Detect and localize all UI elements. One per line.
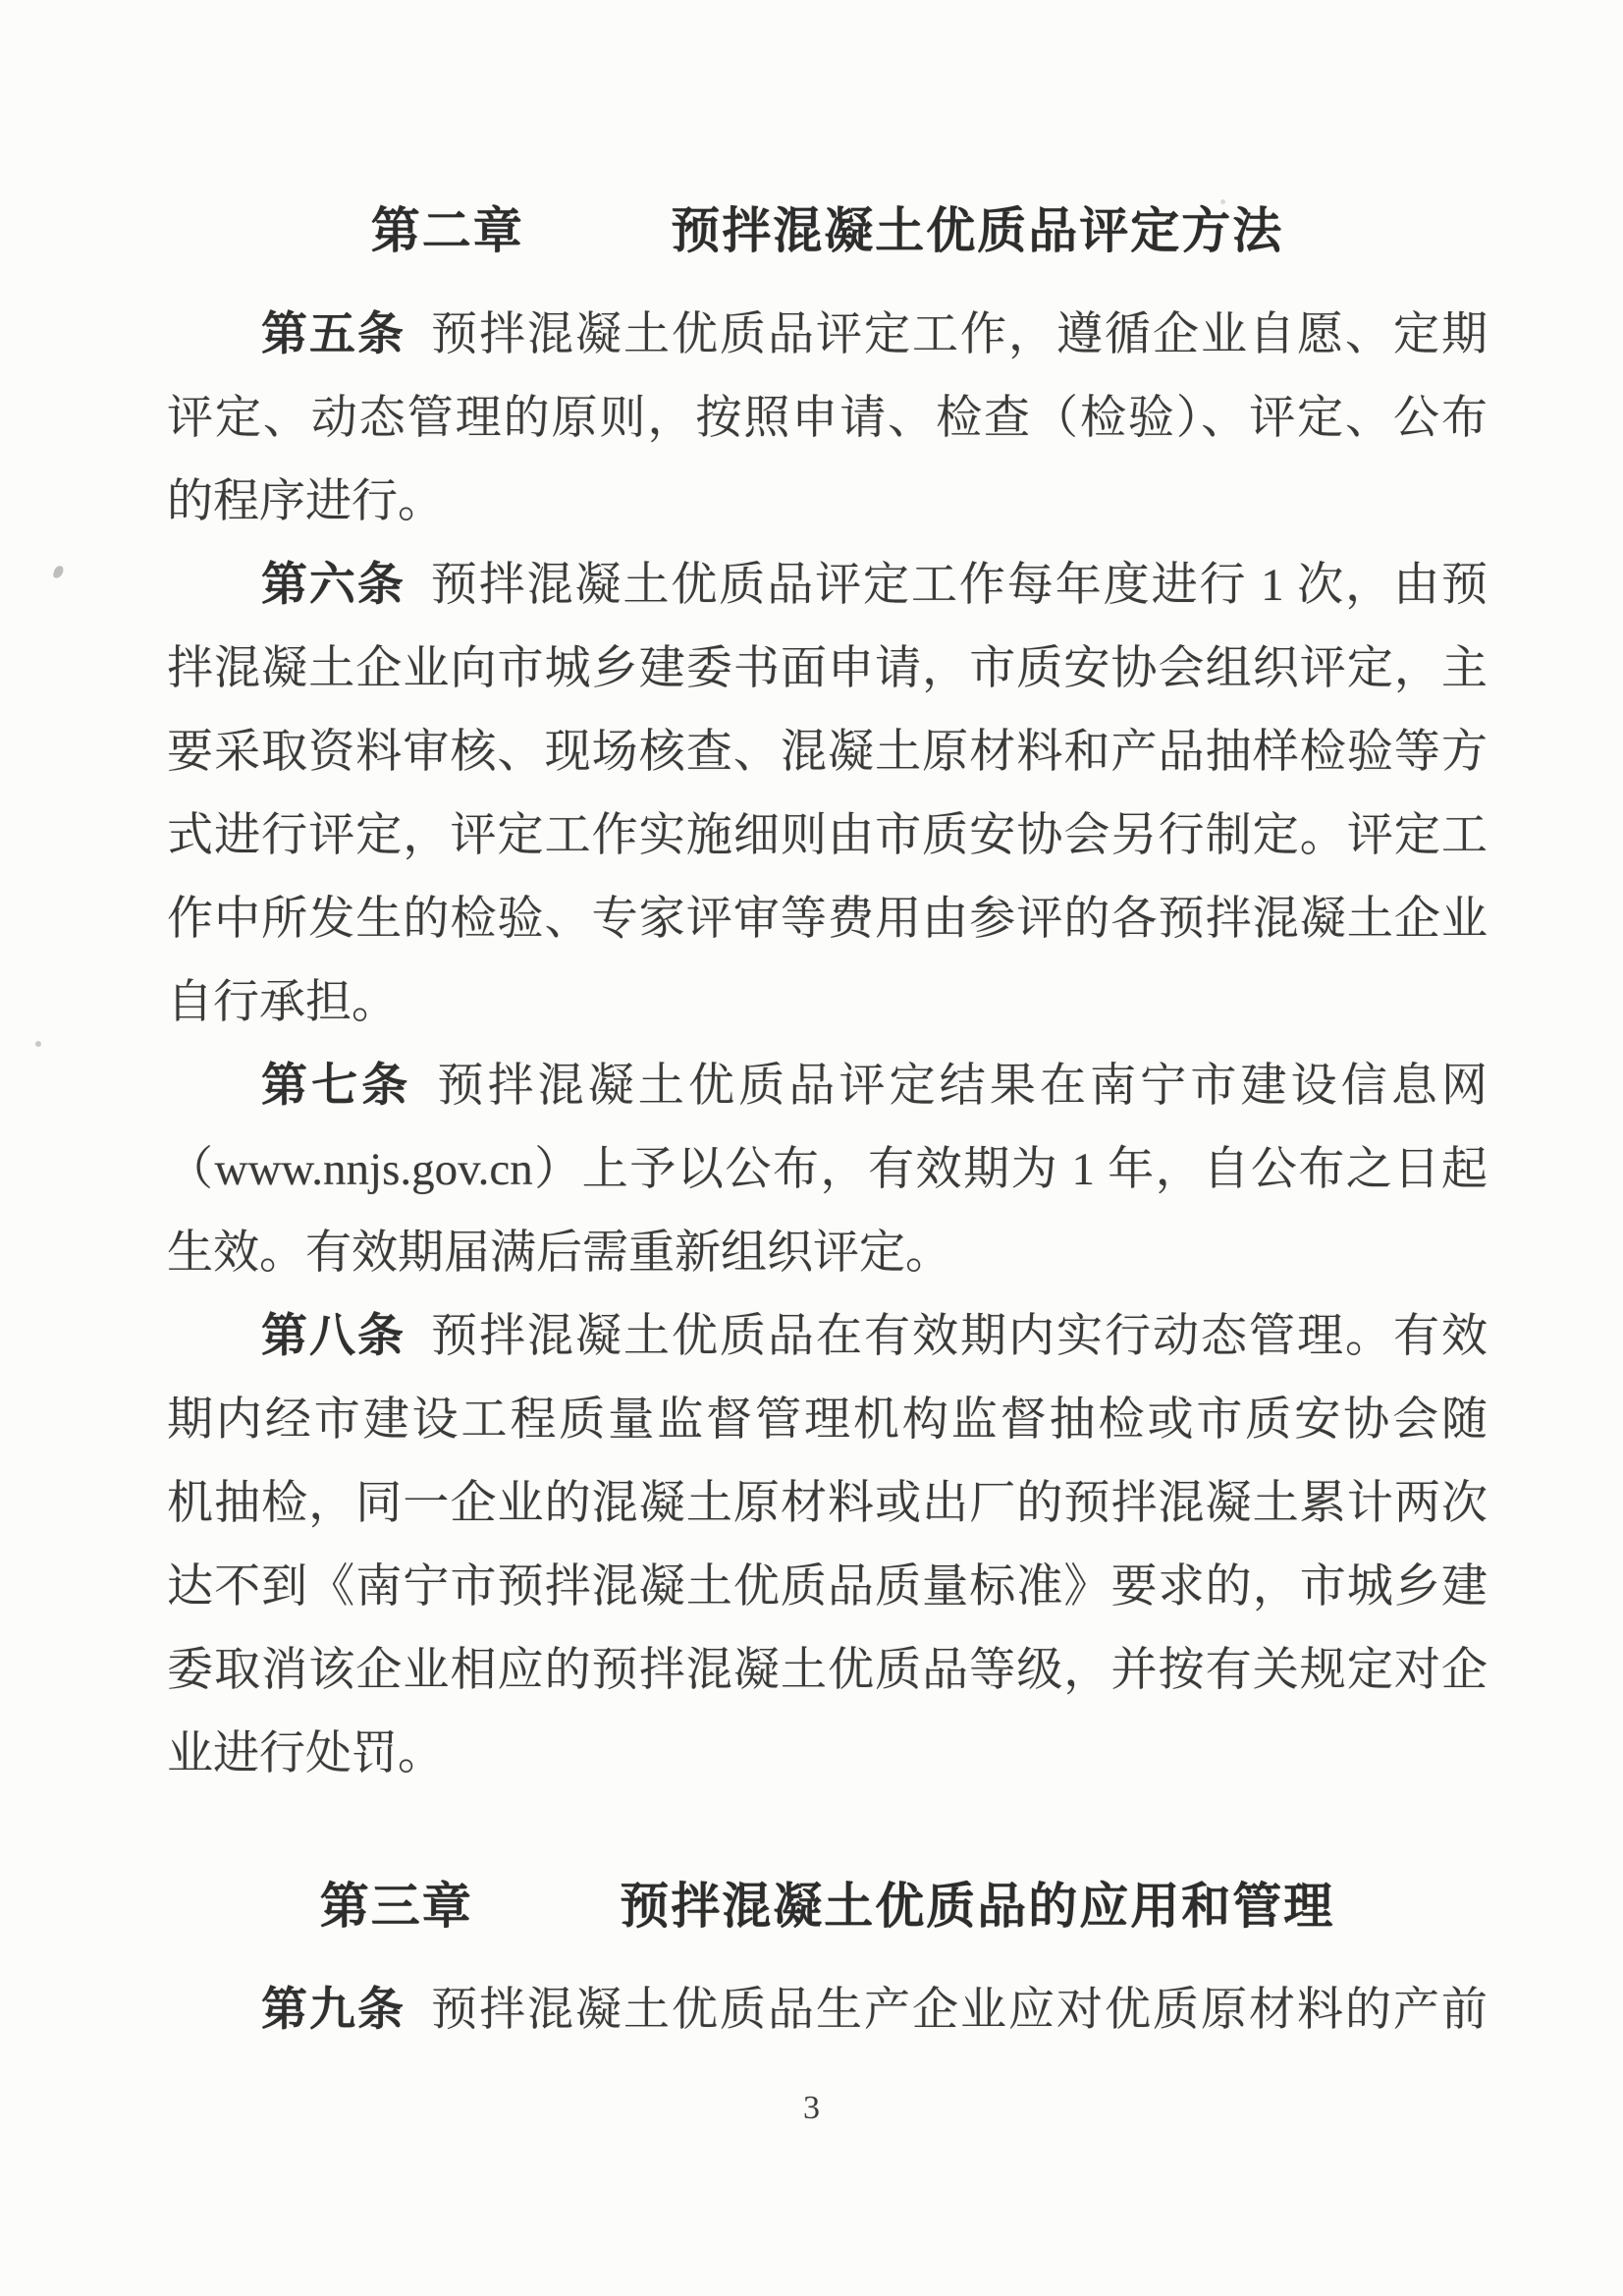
text-line: 的程序进行。: [167, 476, 444, 527]
article-text: 预拌混凝土优质品在有效期内实行动态管理。有效: [431, 1311, 1488, 1362]
text-line: [167, 544, 1488, 628]
text-line: [167, 294, 1488, 377]
text-line: 期内经市建设工程质量监督管理机构监督抽检或市质安协会随: [167, 1394, 1488, 1446]
article-label: 第七条: [261, 1061, 412, 1112]
article-label: 第八条: [261, 1311, 406, 1362]
article-text: 预拌混凝土优质品评定工作每年度进行 1 次，由预: [430, 560, 1488, 611]
article-label: 第九条: [261, 1985, 406, 2036]
chapter-title: 预拌混凝土优质品评定方法: [671, 203, 1284, 258]
chapter-number: 第二章: [370, 203, 524, 258]
text-line: 委取消该企业相应的预拌混凝土优质品等级，并按有关规定对企: [167, 1645, 1488, 1696]
text-line: 式进行评定，评定工作实施细则由市质安协会另行制定。评定工: [167, 810, 1488, 861]
article-text: 预拌混凝土优质品生产企业应对优质原材料的产前: [431, 1985, 1488, 2036]
text-line: 拌混凝土企业向市城乡建委书面申请，市质安协会组织评定，主: [167, 643, 1488, 694]
scan-speckle: [35, 1041, 41, 1047]
text-line: 业进行处罚。: [167, 1728, 444, 1779]
text-line: （www.nnjs.gov.cn）上予以公布，有效期为 1 年，自公布之日起: [167, 1144, 1488, 1195]
scan-speckle: [1220, 199, 1225, 204]
chapter-3-heading: [167, 1865, 1488, 1948]
text-line: 自行承担。: [167, 977, 398, 1028]
text-line: 生效。有效期届满后需重新组织评定。: [167, 1228, 951, 1279]
text-line: 机抽检，同一企业的混凝土原材料或出厂的预拌混凝土累计两次: [167, 1478, 1488, 1529]
article-text: 预拌混凝土优质品评定工作，遵循企业自愿、定期: [431, 309, 1488, 360]
chapter-number: 第三章: [319, 1879, 473, 1934]
text-line: [167, 1045, 1488, 1128]
article-label: 第五条: [261, 309, 406, 360]
text-line: 评定、动态管理的原则，按照申请、检查（检验）、评定、公布: [167, 393, 1488, 444]
chapter-title: 预拌混凝土优质品的应用和管理: [620, 1879, 1335, 1934]
text-line: 达不到《南宁市预拌混凝土优质品质量标准》要求的，市城乡建: [167, 1561, 1488, 1613]
text-line: 作中所发生的检验、专家评审等费用由参评的各预拌混凝土企业: [167, 894, 1488, 945]
text-line: [167, 1969, 1488, 2052]
article-label: 第六条: [261, 560, 406, 611]
text-line: 要采取资料审核、现场核查、混凝土原材料和产品抽样检验等方: [167, 727, 1488, 778]
page-number: 3: [803, 2090, 820, 2126]
text-line: [167, 1295, 1488, 1379]
chapter-2-heading: [167, 190, 1488, 273]
article-text: 预拌混凝土优质品评定结果在南宁市建设信息网: [437, 1061, 1488, 1112]
